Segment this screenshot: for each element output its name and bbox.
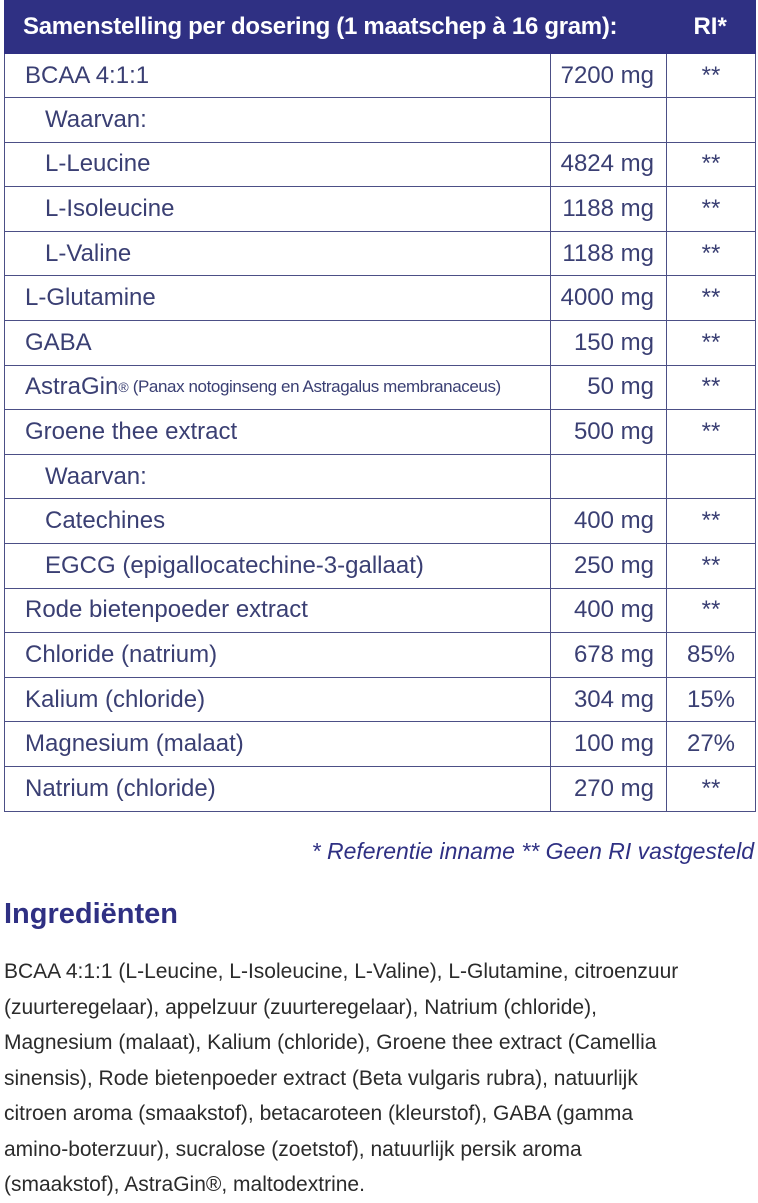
nutrient-name	[5, 98, 551, 142]
nutrient-name	[5, 187, 551, 231]
nutrient-name	[5, 678, 551, 722]
nutrient-name-text: Chloride (natrium)	[25, 641, 218, 669]
nutrient-name-text: AstraGin	[25, 373, 119, 401]
table-row	[5, 54, 755, 97]
nutrient-amount: 150 mg	[551, 321, 667, 365]
table-row	[5, 498, 755, 543]
nutrient-name-text: Magnesium (malaat)	[25, 730, 244, 758]
nutrient-amount: 1188 mg	[551, 187, 667, 231]
nutrient-amount: 50 mg	[551, 366, 667, 410]
nutrient-amount	[551, 455, 667, 499]
nutrient-name-text: L-Isoleucine	[45, 195, 175, 223]
nutrient-name-detail: (Panax notoginseng en Astragalus membranaceus)	[132, 377, 501, 397]
nutrient-amount: 678 mg	[551, 633, 667, 677]
ingredients-line: citroen aroma (smaakstof), betacaroteen (kleurstof), GABA (gamma	[4, 1102, 634, 1125]
ingredients-line: BCAA 4:1:1 (L-Leucine, L-Isoleucine, L-Valine), L-Glutamine, citroenzuur	[4, 960, 679, 983]
nutrient-amount: 270 mg	[551, 767, 667, 811]
nutrient-amount	[551, 98, 667, 142]
nutrient-ri: **	[701, 284, 721, 312]
nutrient-ri: **	[701, 774, 721, 802]
nutrient-ri: 27%	[686, 730, 736, 758]
nutrient-name-text: L-Glutamine	[25, 284, 156, 312]
table-row	[5, 142, 755, 187]
ingredients-text	[4, 954, 756, 1203]
nutrient-name	[5, 544, 551, 588]
nutrient-name-text: Catechines	[45, 507, 166, 535]
nutrition-table	[4, 0, 756, 812]
nutrient-amount: 250 mg	[551, 544, 667, 588]
nutrient-ri: **	[701, 61, 721, 89]
ingredients-title: Ingrediënten	[4, 898, 179, 930]
nutrient-amount: 100 mg	[551, 722, 667, 766]
registered-mark: ®	[118, 379, 129, 396]
nutrient-ri	[667, 455, 755, 499]
nutrient-ri: **	[701, 551, 721, 579]
nutrient-name-text: Waarvan:	[45, 462, 147, 490]
table-row	[5, 543, 755, 588]
nutrient-name	[5, 232, 551, 276]
ingredients-line: (smaakstof), AstraGin®, maltodextrine.	[4, 1173, 365, 1196]
nutrient-amount: 500 mg	[551, 410, 667, 454]
nutrient-amount: 1188 mg	[551, 232, 667, 276]
nutrient-name	[5, 143, 551, 187]
nutrient-amount: 400 mg	[551, 499, 667, 543]
nutrient-name	[5, 410, 551, 454]
nutrient-ri: **	[701, 596, 721, 624]
table-row	[5, 97, 755, 142]
ri-legend: * Referentie inname ** Geen RI vastgesteld	[311, 838, 754, 864]
nutrient-ri: **	[701, 328, 721, 356]
nutrient-name-text: L-Valine	[45, 239, 132, 267]
nutrient-name-text: Kalium (chloride)	[25, 685, 206, 713]
table-body	[4, 54, 756, 812]
table-header	[4, 0, 756, 54]
ingredients-line: amino-boterzuur), sucralose (zoetstof), natuurlijk persik aroma	[4, 1137, 582, 1161]
nutrient-name-text: BCAA 4:1:1	[25, 61, 150, 89]
table-row	[5, 632, 755, 677]
nutrient-ri: 85%	[686, 641, 736, 669]
table-row	[5, 320, 755, 365]
nutrient-ri: **	[701, 239, 721, 267]
table-row	[5, 677, 755, 722]
ingredients-line: (zuurteregelaar), appelzuur (zuurteregelaar), Natrium (chloride),	[4, 995, 597, 1019]
nutrient-name	[5, 589, 551, 633]
table-row	[5, 766, 755, 811]
table-row	[5, 186, 755, 231]
table-row	[5, 588, 755, 633]
table-row	[5, 231, 755, 276]
nutrient-ri: **	[701, 507, 721, 535]
nutrient-name	[5, 499, 551, 543]
table-row	[5, 409, 755, 454]
nutrient-ri: 15%	[686, 685, 736, 713]
nutrient-amount: 304 mg	[551, 678, 667, 722]
nutrient-name-text: GABA	[25, 328, 92, 356]
nutrient-name-text: Waarvan:	[45, 105, 147, 133]
ingredients-line: Magnesium (malaat), Kalium (chloride), Groene thee extract (Camellia	[4, 1031, 657, 1054]
nutrient-name	[5, 455, 551, 499]
nutrient-name-text: Rode bietenpoeder extract	[25, 596, 308, 624]
nutrient-name	[5, 366, 551, 410]
table-row	[5, 275, 755, 320]
nutrient-name-text: Groene thee extract	[25, 418, 238, 446]
table-header-ri: RI*	[693, 13, 727, 40]
table-row	[5, 721, 755, 766]
nutrient-name	[5, 54, 551, 97]
nutrient-ri: **	[701, 373, 721, 401]
nutrient-ri: **	[701, 150, 721, 178]
table-row	[5, 365, 755, 410]
nutrient-name	[5, 321, 551, 365]
table-row	[5, 454, 755, 499]
nutrient-name	[5, 633, 551, 677]
nutrient-name-text: L-Leucine	[45, 150, 151, 178]
nutrient-name	[5, 722, 551, 766]
nutrient-amount: 4000 mg	[551, 276, 667, 320]
table-header-title: Samenstelling per dosering (1 maatschep à 16 gram):	[23, 13, 618, 40]
nutrient-amount: 7200 mg	[551, 54, 667, 97]
nutrient-ri: **	[701, 418, 721, 446]
ingredients-line: sinensis), Rode bietenpoeder extract (Beta vulgaris rubra), natuurlijk	[4, 1066, 638, 1090]
nutrient-amount: 4824 mg	[551, 143, 667, 187]
nutrient-ri: **	[701, 195, 721, 223]
nutrient-name	[5, 767, 551, 811]
nutrient-name	[5, 276, 551, 320]
nutrient-ri	[667, 98, 755, 142]
nutrient-name-text: EGCG (epigallocatechine-3-gallaat)	[45, 551, 424, 579]
nutrient-amount: 400 mg	[551, 589, 667, 633]
nutrient-name-text: Natrium (chloride)	[25, 774, 216, 802]
